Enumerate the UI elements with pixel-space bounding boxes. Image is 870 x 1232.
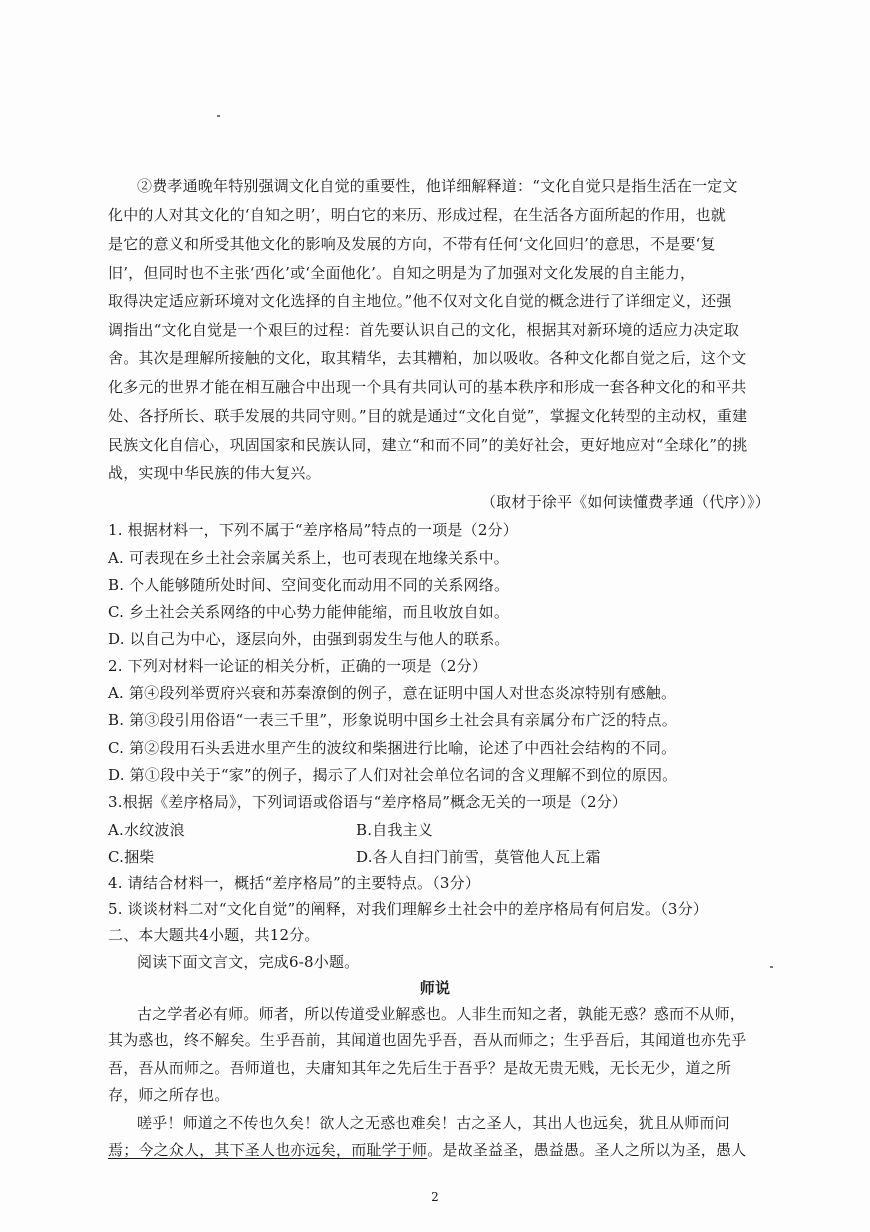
question-1: 1. 根据材料一，下列不属于“差序格局”特点的一项是（2分）	[108, 521, 518, 539]
q2-option-b: B. 第③段引用俗语“一表三千里”，形象说明中国乡土社会具有亲属分布广泛的特点。	[108, 711, 677, 729]
paragraph-line: 战，实现中华民族的伟大复兴。	[108, 464, 321, 482]
paragraph-line: 旧’，但同时也不主张‘西化’或‘全面他化’。自知之明是为了加强对文化发展的自主能力，	[108, 264, 696, 282]
q2-option-a: A. 第④段列举贾府兴衰和苏秦潦倒的例子，意在证明中国人对世态炎凉特别有感触。	[108, 684, 677, 702]
paragraph-line: 民族文化自信心，巩固国家和民族认同，建立“和而不同”的美好社会，更好地应对“全球化”的挑	[108, 436, 748, 454]
question-2: 2. 下列对材料一论证的相关分析，正确的一项是（2分）	[108, 657, 488, 675]
q1-option-d: D. 以自己为中心，逐层向外，由强到弱发生与他人的联系。	[108, 630, 510, 648]
question-5: 5. 谈谈材料二对“文化自觉”的阐释，对我们理解乡土社会中的差序格局有何启发。（3分）	[108, 900, 709, 918]
classical-text-line	[108, 1140, 746, 1160]
q2-option-c: C. 第②段用石头丢进水里产生的波纹和柴捆进行比喻，论述了中西社会结构的不同。	[108, 739, 677, 757]
classical-text-line: 嗟乎！师道之不传也久矣！欲人之无惑也难矣！古之圣人，其出人也远矣，犹且从师而问	[137, 1114, 730, 1132]
q2-option-d: D. 第①段中关于“家”的例子，揭示了人们对社会单位名词的含义理解不到位的原因。	[108, 766, 678, 784]
section-2-header: 二、本大题共4小题，共12分。	[108, 926, 320, 944]
scan-speck	[770, 966, 773, 968]
underlined-sentence: 焉；今之众人，其下圣人也亦远矣，而耻学于师	[108, 1141, 428, 1159]
q3-option-c: C.捆柴	[108, 848, 155, 866]
q1-option-a: A. 可表现在乡土社会亲属关系上，也可表现在地缘关系中。	[108, 549, 509, 567]
paragraph-line: 取得决定适应新环境对文化选择的自主地位。”他不仅对文化自觉的概念进行了详细定义，还强	[108, 292, 732, 310]
paragraph-line: 调指出“文化自觉是一个艰巨的过程：首先要认识自己的文化，根据其对新环境的适应力决定取	[108, 321, 740, 339]
paragraph-line: 处、各抒所长、联手发展的共同守则。”目的就是通过“文化自觉”，掌握文化转型的主动权，重建	[108, 407, 748, 425]
paragraph-line: ②费孝通晚年特别强调文化自觉的重要性，他详细解释道：“文化自觉只是指生活在一定文	[137, 177, 738, 195]
classical-text-line: 吾，吾从而师之。吾师道也，夫庸知其年之先后生于吾乎？是故无贵无贱，无长无少，道之所	[108, 1059, 732, 1077]
scan-speck	[217, 115, 220, 117]
q3-option-a: A.水纹波浪	[108, 821, 185, 839]
source-attribution: （取材于徐平《如何读懂费孝通（代序）》）	[480, 493, 770, 511]
q1-option-c: C. 乡土社会关系网络的中心势力能伸能缩，而且收放自如。	[108, 603, 510, 621]
q3-option-b: B.自我主义	[356, 821, 433, 839]
q1-option-b: B. 个人能够随所处时间、空间变化而动用不同的关系网络。	[108, 576, 510, 594]
section-2-instruction: 阅读下面文言文，完成6-8小题。	[137, 953, 360, 971]
page-number: 2	[431, 1190, 439, 1204]
classical-text-line: 古之学者必有师。师者，所以传道受业解惑也。人非生而知之者，孰能无惑？惑而不从师，	[137, 1005, 746, 1023]
classical-text-segment: 。是故圣益圣，愚益愚。圣人之所以为圣，愚人	[427, 1141, 747, 1159]
question-3: 3.根据《差序格局》，下列词语或俗语与“差序格局”概念无关的一项是（2分）	[108, 793, 628, 811]
classical-text-line: 其为惑也，终不解矣。生乎吾前，其闻道也固先乎吾，吾从而师之；生乎吾后，其闻道也亦先乎	[108, 1031, 747, 1049]
paragraph-line: 舍。其次是理解所接触的文化，取其精华，去其糟粕，加以吸收。各种文化都自觉之后，这个文	[108, 349, 747, 367]
q3-option-d: D.各人自扫门前雪，莫管他人瓦上霜	[356, 848, 601, 866]
paragraph-line: 化中的人对其文化的‘自知之明’，明白它的来历、形成过程，在生活各方面所起的作用，也就	[108, 206, 726, 224]
essay-title: 师说	[419, 979, 451, 997]
paragraph-line: 化多元的世界才能在相互融合中出现一个具有共同认可的基本秩序和形成一套各种文化的和平共	[108, 378, 747, 396]
paragraph-line: 是它的意义和所受其他文化的影响及发展的方向，不带有任何‘文化回归’的意思，不是要‘复	[108, 235, 716, 253]
question-4: 4. 请结合材料一，概括“差序格局”的主要特点。（3分）	[108, 874, 481, 892]
classical-text-line: 存，师之所存也。	[108, 1086, 230, 1104]
